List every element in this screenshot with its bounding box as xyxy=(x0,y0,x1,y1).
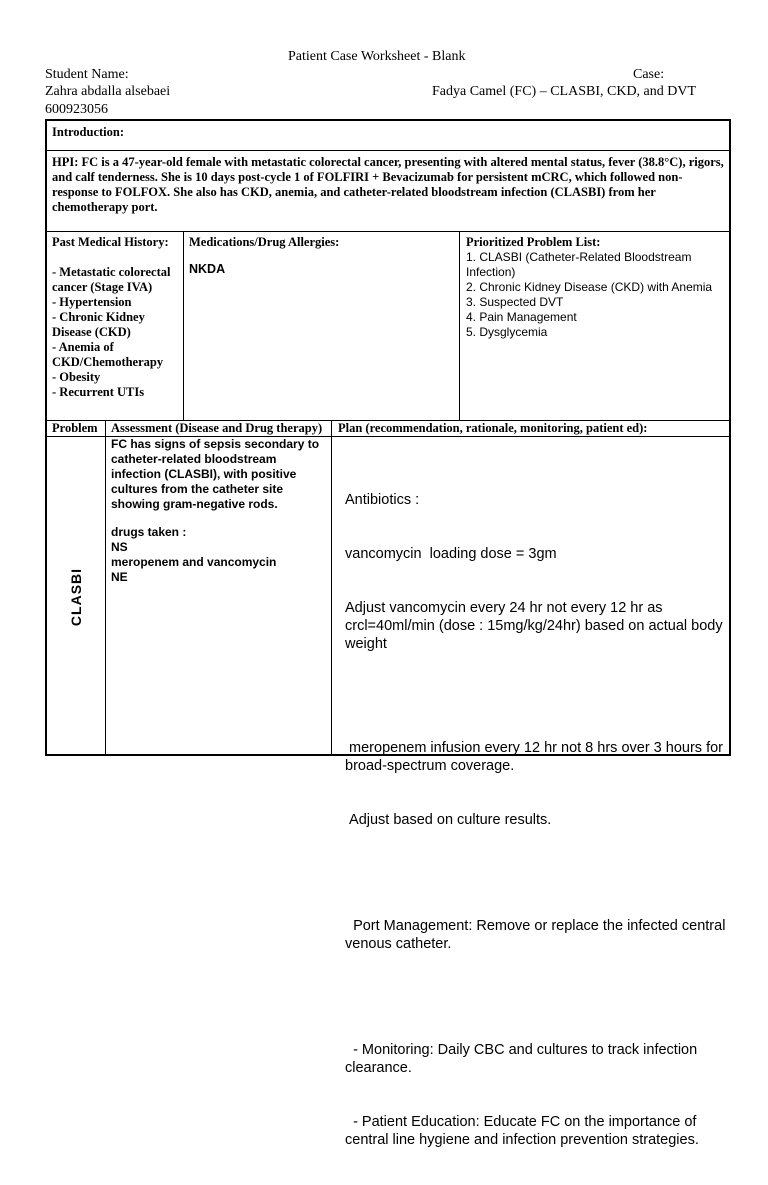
plan-line: Port Management: Remove or replace the infected central venous catheter. xyxy=(345,918,730,952)
divider xyxy=(459,232,460,421)
divider xyxy=(331,421,332,756)
col-problem-header: Problem xyxy=(52,421,98,435)
pmh-item: - Obesity xyxy=(52,370,101,384)
drugs-heading: drugs taken : xyxy=(111,525,187,539)
drug-item: NS xyxy=(111,540,128,554)
student-name-label: Student Name: xyxy=(45,67,129,82)
col-assessment-header: Assessment (Disease and Drug therapy) xyxy=(111,421,323,435)
worksheet-table xyxy=(45,119,731,1148)
allergies-value: NKDA xyxy=(189,262,226,276)
drug-item: NE xyxy=(111,570,128,584)
assessment-cell xyxy=(111,437,325,585)
plan-line: - Monitoring: Daily CBC and cultures to track infection clearance. xyxy=(345,1042,702,1076)
medications-allergies xyxy=(189,235,454,277)
pmh-item: - Hypertension xyxy=(52,295,132,309)
plan-line: Adjust based on culture results. xyxy=(345,812,552,828)
case-title: Fadya Camel (FC) – CLASBI, CKD, and DVT xyxy=(432,84,697,99)
drug-item: meropenem and vancomycin xyxy=(111,555,277,569)
meds-heading: Medications/Drug Allergies: xyxy=(189,235,340,249)
problem-item: 1. CLASBI (Catheter-Related Bloodstream Infection) xyxy=(466,250,692,279)
plan-line xyxy=(345,865,727,881)
plan-line: Adjust vancomycin every 24 hr not every 12 hr as crcl=40ml/min (dose : 15mg/kg/24hr) based on actual body weight xyxy=(345,600,727,652)
plan-line: meropenem infusion every 12 hr not 8 hrs over 3 hours for broad-spectrum coverage. xyxy=(345,740,728,774)
student-id: 600923056 xyxy=(45,102,108,117)
problem-item: 2. Chronic Kidney Disease (CKD) with Anemia xyxy=(466,280,713,294)
plan-line xyxy=(345,989,727,1005)
col-plan-header: Plan (recommendation, rationale, monitoring, patient ed): xyxy=(338,421,648,435)
student-name: Zahra abdalla alsebaei xyxy=(45,84,171,99)
problem-cell xyxy=(47,438,105,756)
plan-cell xyxy=(345,455,730,1185)
problem-item: 3. Suspected DVT xyxy=(466,295,564,309)
past-medical-history xyxy=(52,235,180,400)
divider xyxy=(105,421,106,756)
plan-line: Antibiotics : xyxy=(345,492,420,508)
problem-list xyxy=(466,235,728,340)
divider xyxy=(47,150,729,151)
problem-list-heading: Prioritized Problem List: xyxy=(466,235,601,249)
problem-item: 5. Dysglycemia xyxy=(466,325,548,339)
pmh-item: - Chronic Kidney Disease (CKD) xyxy=(52,310,145,339)
hpi-text: HPI: FC is a 47-year-old female with metastatic colorectal cancer, presenting with altered mental status, fever (38.8°C), rigors, and calf tenderness. She is 10 days post-cycle 1 of FOLFIRI + Bevacizumab for persistent mCRC, which followed non-response to FOLFOX. She also has CKD, anemia, and catheter-related bloodstream infection (CLASBI) from her chemotherapy port. xyxy=(52,155,724,214)
plan-line xyxy=(345,689,727,703)
introduction-heading: Introduction: xyxy=(52,125,125,139)
divider xyxy=(47,231,729,232)
divider xyxy=(183,232,184,421)
pmh-item: - Metastatic colorectal cancer (Stage IVA) xyxy=(52,265,171,294)
problem-item: 4. Pain Management xyxy=(466,310,577,324)
page-title: Patient Case Worksheet - Blank xyxy=(288,49,466,64)
plan-line: - Patient Education: Educate FC on the importance of central line hygiene and infection prevention strategies. xyxy=(345,1114,701,1148)
problem-label: CLASBI xyxy=(68,567,84,627)
case-label: Case: xyxy=(633,67,665,82)
pmh-item: - Recurrent UTIs xyxy=(52,385,145,399)
pmh-item: - Anemia of CKD/Chemotherapy xyxy=(52,340,164,369)
plan-line: vancomycin loading dose = 3gm xyxy=(345,546,557,562)
assessment-text: FC has signs of sepsis secondary to catheter-related bloodstream infection (CLASBI), with positive cultures from the catheter site showing gram-negative rods. xyxy=(111,437,320,511)
pmh-heading: Past Medical History: xyxy=(52,235,169,249)
